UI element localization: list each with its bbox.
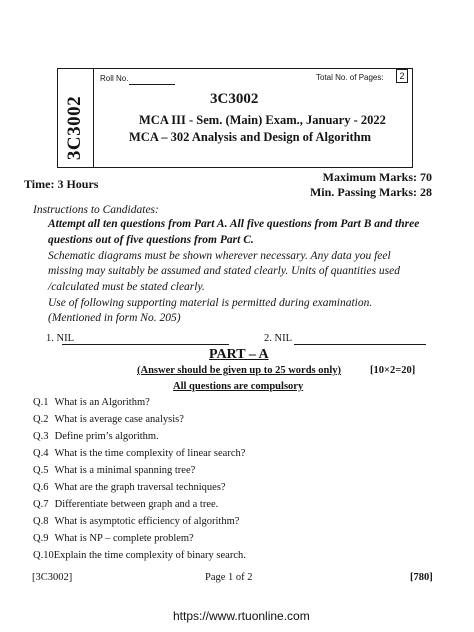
part-a-marks: [10×2=20] (370, 365, 416, 376)
question-item (33, 431, 159, 442)
header-divider (93, 68, 94, 168)
material-item-1 (46, 333, 74, 344)
vertical-paper-code: 3C3002 (64, 95, 85, 161)
footer-code: [3C3002] (32, 572, 73, 583)
part-a-note: (Answer should be given up to 25 words only) (137, 365, 342, 376)
material-line-2 (294, 344, 426, 345)
question-number: Q.1 (33, 397, 49, 408)
question-text: What is an Algorithm? (54, 397, 150, 408)
question-text: What is a minimal spanning tree? (54, 465, 196, 476)
question-number: Q.3 (33, 431, 49, 442)
instruction-line-1: Attempt all ten questions from Part A. All five questions from Part B and three (48, 218, 420, 230)
footer-page: Page 1 of 2 (205, 572, 253, 583)
footer-url[interactable]: https://www.rtuonline.com (173, 609, 310, 623)
material-item-2-number: 2. (264, 333, 272, 344)
question-item (33, 550, 246, 561)
instruction-line-6: Use of following supporting material is permitted during examination. (48, 297, 373, 309)
part-a-compulsory: All questions are compulsory (173, 381, 304, 392)
max-marks: Maximum Marks: 70 (322, 170, 432, 184)
question-text: Differentiate between graph and a tree. (54, 499, 219, 510)
question-number: Q.2 (33, 414, 49, 425)
footer-number: [780] (410, 572, 433, 583)
question-item (33, 465, 195, 476)
total-pages-label: Total No. of Pages: (316, 73, 384, 82)
question-item (33, 499, 218, 510)
part-a-title: PART – A (209, 347, 269, 362)
question-text: Explain the time complexity of binary search. (53, 550, 246, 561)
paper-code: 3C3002 (210, 91, 259, 107)
instruction-line-2: questions out of five questions from Part C. (48, 234, 254, 246)
total-pages-value: 2 (396, 69, 408, 83)
instructions-heading: Instructions to Candidates: (33, 204, 159, 216)
question-number: Q.4 (33, 448, 49, 459)
question-item (33, 533, 194, 544)
question-number: Q.6 (33, 482, 49, 493)
question-text: What is NP – complete problem? (54, 533, 194, 544)
min-marks: Min. Passing Marks: 28 (309, 185, 432, 199)
question-text: Define prim’s algorithm. (54, 431, 159, 442)
question-number: Q.10 (33, 550, 54, 561)
question-text: What is the time complexity of linear search? (54, 448, 246, 459)
instruction-line-3: Schematic diagrams must be shown wherever necessary. Any data you feel (48, 250, 391, 262)
exam-line: MCA III - Sem. (Main) Exam., January - 2022 (139, 113, 386, 127)
question-item (33, 414, 184, 425)
material-item-1-number: 1. (46, 333, 54, 344)
question-text: What is asymptotic efficiency of algorithm? (54, 516, 240, 527)
instruction-line-7: (Mentioned in form No. 205) (48, 312, 181, 324)
question-text: What are the graph traversal techniques? (54, 482, 226, 493)
question-item (33, 482, 226, 493)
course-line: MCA – 302 Analysis and Design of Algorithm (129, 130, 372, 144)
material-line-1 (62, 344, 229, 345)
question-number: Q.7 (33, 499, 49, 510)
question-item (33, 448, 245, 459)
roll-no-label: Roll No. (100, 74, 129, 83)
question-number: Q.5 (33, 465, 49, 476)
question-number: Q.8 (33, 516, 49, 527)
material-item-2-text: NIL (274, 333, 292, 344)
question-number: Q.9 (33, 533, 49, 544)
instruction-line-5: /calculated must be stated clearly. (48, 281, 205, 293)
roll-no-line (129, 84, 175, 85)
question-text: What is average case analysis? (54, 414, 184, 425)
instruction-line-4: missing may suitably be assumed and stated clearly. Units of quantities used (48, 265, 401, 277)
time-label: Time: 3 Hours (24, 177, 99, 191)
material-item-1-text: NIL (56, 333, 74, 344)
material-item-2 (264, 333, 292, 344)
question-item (33, 397, 150, 408)
question-item (33, 516, 239, 527)
